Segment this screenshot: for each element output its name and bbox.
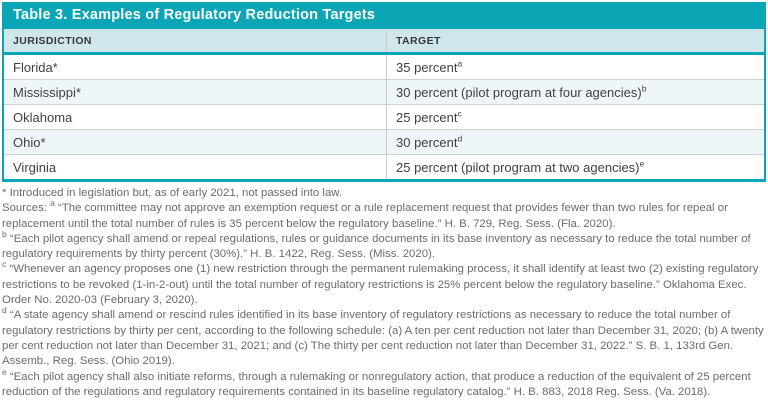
footnote-prefix: Sources: bbox=[2, 202, 51, 215]
footnotes bbox=[2, 186, 766, 400]
footnote-marker: a bbox=[50, 198, 55, 209]
column-header-target: TARGET bbox=[396, 34, 441, 47]
table-row bbox=[4, 129, 764, 154]
footnote-marker: c bbox=[457, 109, 462, 119]
cell-jurisdiction: Ohio* bbox=[4, 130, 387, 154]
cell-target: 25 percent$^c$ bbox=[396, 109, 462, 125]
cell-target: 30 percent (pilot program at four agencies)$^b$ bbox=[396, 84, 647, 100]
footnote-marker: a bbox=[457, 59, 463, 69]
cell-target: 35 percent$^a$ bbox=[396, 59, 463, 75]
footnote-item: Sources: $^a$ “The committee may not approve an exemption request or a rule replacement request that provides fewer than two rules for repeal or replacement until the total number of rules is 35 percent below the regulatory baseline.” H. B. 729, Reg. Sess. (Fla. 2020). bbox=[2, 198, 728, 230]
cell-jurisdiction: Virginia bbox=[4, 155, 387, 179]
table-row bbox=[4, 154, 764, 179]
table-title: Table 3. Examples of Regulatory Reduction Targets bbox=[13, 7, 376, 23]
footnote-item: $^c$ “Whenever an agency proposes one (1) new restriction through the permanent rulemaking process, it shall identify at least two (2) existing regulatory restrictions to be revoked (1-in-2-out) until the total number of regulatory restrictions is 25% percent below the regulatory baseline.” Oklahoma Exec. Order No. 2020-03 (February 3, 2020). bbox=[2, 259, 759, 307]
table-row bbox=[4, 55, 764, 79]
footnote-item: $^d$ “A state agency shall amend or rescind rules identified in its base inventory of regulatory restrictions as necessary to reduce the total number of regulatory restrictions by thirty per cent, according to the following schedule: (a) A ten per cent reduction not later than December 31, 2020; (b) A twenty per cent reduction not later than December 31, 2021; and (c) The thirty per cent reduction not later than December 31, 2022.” S. B. 1, 133rd Gen. Assemb., Reg. Sess. (Ohio 2019). bbox=[2, 305, 764, 368]
cell-jurisdiction: Mississippi* bbox=[4, 80, 387, 104]
table-row bbox=[4, 104, 764, 129]
cell-jurisdiction: Florida* bbox=[4, 55, 387, 79]
footnote-asterisk: * Introduced in legislation but, as of early 2021, not passed into law. bbox=[2, 187, 343, 199]
table-body bbox=[4, 55, 764, 179]
footnote-marker: e bbox=[2, 366, 7, 377]
page bbox=[0, 2, 768, 408]
column-header-jurisdiction: JURISDICTION bbox=[4, 29, 387, 52]
cell-target: 30 percent$^d$ bbox=[396, 134, 463, 150]
footnote-marker: b bbox=[641, 84, 647, 94]
table-column-header-row bbox=[4, 29, 764, 55]
footnote-marker: d bbox=[457, 134, 463, 144]
footnote-marker: e bbox=[639, 159, 645, 169]
table-row bbox=[4, 79, 764, 104]
footnote-item: $^e$ “Each pilot agency shall also initiate reforms, through a rulemaking or nonregulatory action, that produce a reduction of the equivalent of 25 percent reduction of the regulations and regulatory requirements contained in its baseline regulatory catalog.” H. B. 883, 2018 Reg. Sess. (Va. 2018). bbox=[2, 366, 751, 398]
footnote-marker: d bbox=[2, 305, 7, 316]
cell-target: 25 percent (pilot program at two agencies)$^e$ bbox=[396, 159, 645, 175]
footnote-marker: c bbox=[2, 259, 7, 270]
cell-jurisdiction: Oklahoma bbox=[4, 105, 387, 129]
table-title-bar bbox=[4, 2, 764, 29]
regulatory-targets-table bbox=[2, 2, 766, 182]
footnote-marker: b bbox=[2, 229, 7, 240]
footnote-item: $^b$ “Each pilot agency shall amend or repeal regulations, rules or guidance documents in its base inventory as necessary to reduce the total number of regulatory requirements by thirty percent (30%).” H. B. 1422, Reg. Sess. (Miss. 2020). bbox=[2, 229, 751, 261]
